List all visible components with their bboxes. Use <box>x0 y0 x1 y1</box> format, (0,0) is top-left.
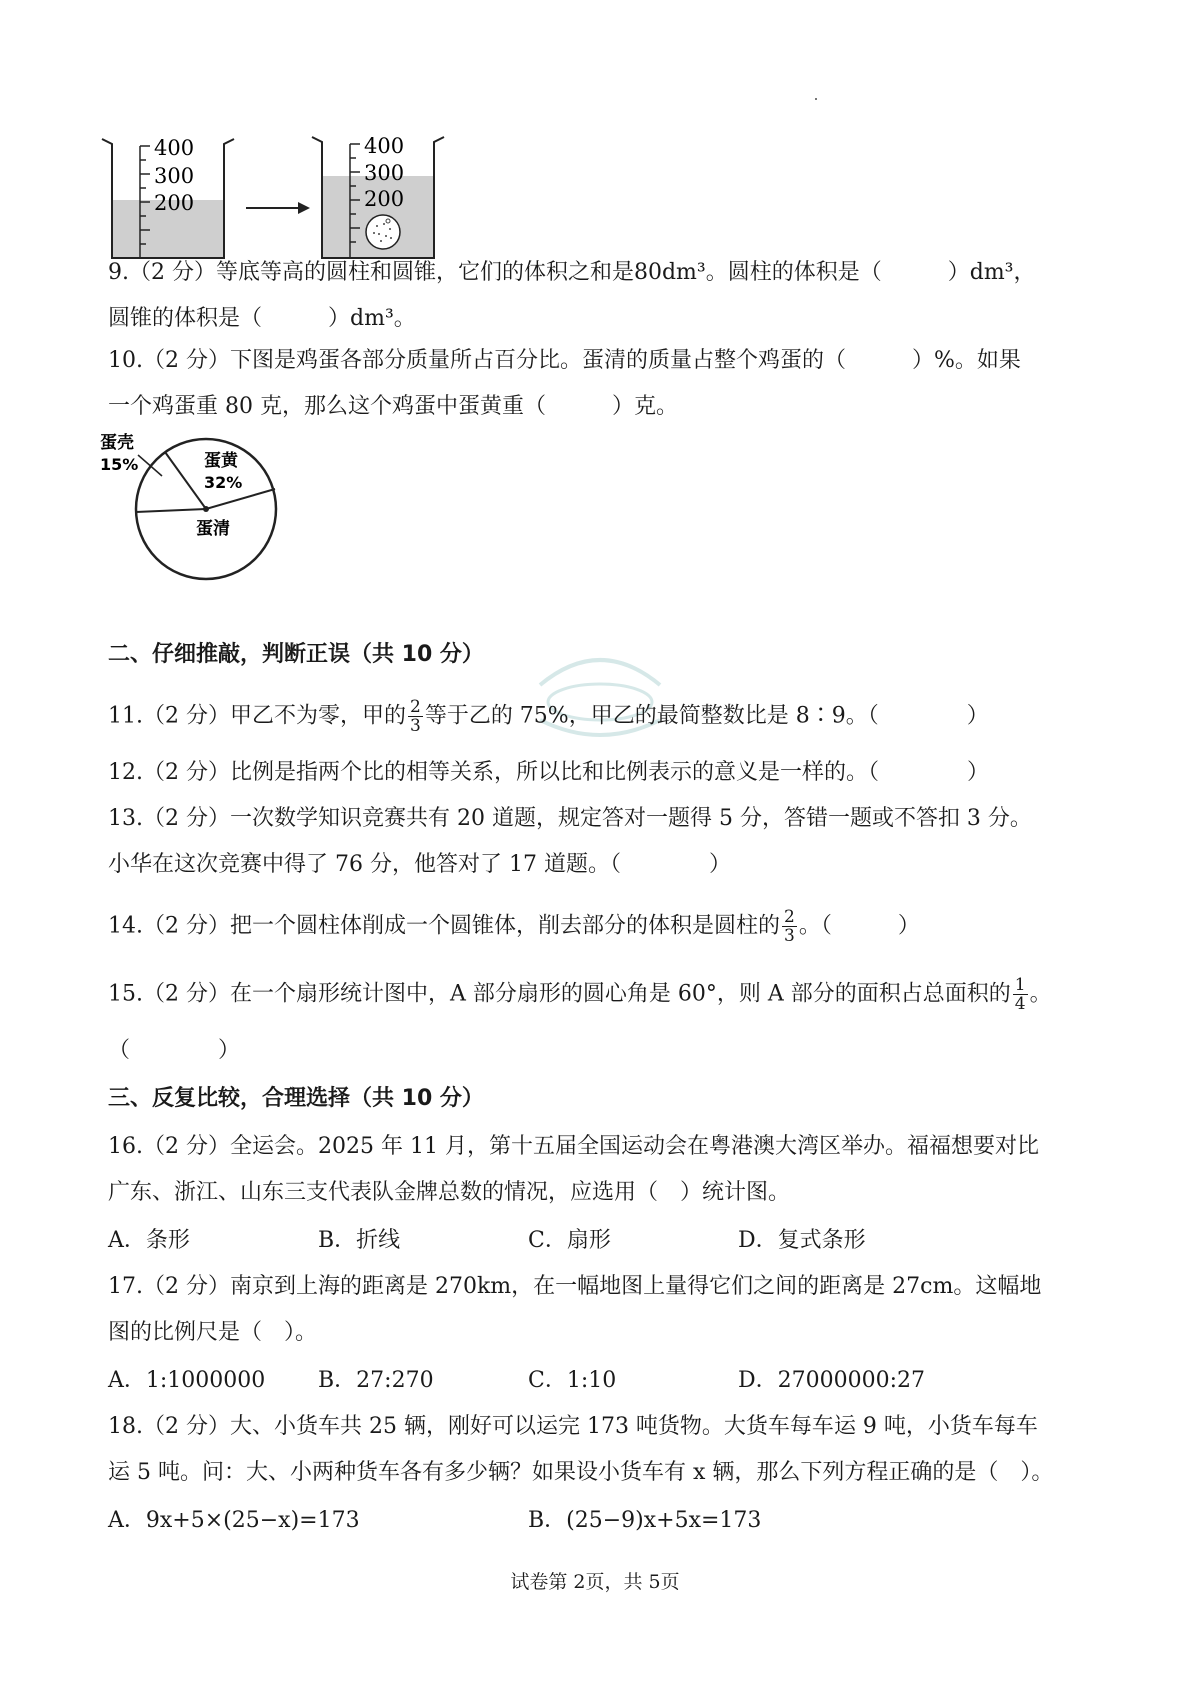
q15-pre: 15.（2 分）在一个扇形统计图中，A 部分扇形的圆心角是 60°，则 A 部分的面积占总面积的 <box>108 981 1011 1007</box>
pie-label-shell: 蛋壳 <box>100 433 134 453</box>
q17-line2: 图的比例尺是（ ）。 <box>108 1320 318 1345</box>
q16-option-d[interactable]: D．复式条形 <box>738 1228 866 1253</box>
q12-line1: 12.（2 分）比例是指两个比的相等关系，所以比和比例表示的意义是一样的。（ ） <box>108 760 989 785</box>
q11-pre: 11.（2 分）甲乙不为零，甲的 <box>108 703 406 729</box>
q11-line1 <box>108 698 989 735</box>
q9-line1: 9.（2 分）等底等高的圆柱和圆锥，它们的体积之和是80dm³。圆柱的体积是（ ）dm³， <box>108 260 1036 285</box>
right-beaker <box>312 134 444 258</box>
page-footer: 试卷第 2页，共 5页 <box>510 1571 680 1593</box>
q14-line1 <box>108 908 920 945</box>
q11-post: 等于乙的 75%，甲乙的最简整数比是 8∶9。（ ） <box>424 703 989 729</box>
q14-pre: 14.（2 分）把一个圆柱体削成一个圆锥体，削去部分的体积是圆柱的 <box>108 913 780 939</box>
q15-post: 。 <box>1029 981 1052 1007</box>
q14-fraction <box>782 908 797 945</box>
pie-pct-shell: 15% <box>100 455 139 474</box>
q17-option-a[interactable]: A．1:1000000 <box>108 1368 266 1393</box>
q15-fraction <box>1013 976 1028 1013</box>
left-tick-200: 200 <box>154 191 195 215</box>
q16-option-b[interactable]: B．折线 <box>318 1228 401 1253</box>
q11-frac-num: 2 <box>409 697 421 717</box>
q17-option-b[interactable]: B．27:270 <box>318 1368 434 1393</box>
q16-line1: 16.（2 分）全运会。2025 年 11 月，第十五届全国运动会在粤港澳大湾区举办。福福想要对比 <box>108 1134 1039 1159</box>
q15-line1 <box>108 976 1052 1013</box>
q14-frac-den: 3 <box>783 926 795 946</box>
q17-option-c[interactable]: C．1:10 <box>528 1368 617 1393</box>
q9-line2: 圆锥的体积是（ ）dm³。 <box>108 306 416 331</box>
egg-icon <box>366 215 400 249</box>
q15-frac-den: 4 <box>1014 994 1026 1014</box>
pie-center <box>203 506 209 512</box>
q16-option-a[interactable]: A．条形 <box>108 1228 190 1253</box>
pie-label-yolk: 蛋黄 <box>204 451 238 471</box>
q13-line2: 小华在这次竞赛中得了 76 分，他答对了 17 道题。（ ） <box>108 852 731 877</box>
egg-pie-chart <box>100 430 300 610</box>
left-tick-300: 300 <box>154 164 195 188</box>
q16-line2: 广东、浙江、山东三支代表队金牌总数的情况，应选用（ ）统计图。 <box>108 1180 791 1205</box>
section3-title: 三、反复比较，合理选择（共 10 分） <box>108 1086 484 1111</box>
q16-option-c[interactable]: C．扇形 <box>528 1228 611 1253</box>
left-beaker <box>102 136 234 258</box>
pie-label-white: 蛋清 <box>196 519 230 539</box>
q18-line1: 18.（2 分）大、小货车共 25 辆，刚好可以运完 173 吨货物。大货车每车运 9 吨，小货车每车 <box>108 1414 1038 1439</box>
q15-frac-num: 1 <box>1014 975 1026 995</box>
q14-post: 。（ ） <box>798 913 920 939</box>
left-tick-400: 400 <box>154 136 195 160</box>
right-tick-300: 300 <box>364 161 405 185</box>
q10-line1: 10.（2 分）下图是鸡蛋各部分质量所占百分比。蛋清的质量占整个鸡蛋的（ ）%。如果 <box>108 348 1021 373</box>
q17-line1: 17.（2 分）南京到上海的距离是 270km，在一幅地图上量得它们之间的距离是 27cm。这幅地 <box>108 1274 1042 1299</box>
right-tick-200: 200 <box>364 187 405 211</box>
q11-frac-den: 3 <box>409 716 421 736</box>
q14-frac-num: 2 <box>783 907 795 927</box>
q10-line2: 一个鸡蛋重 80 克，那么这个鸡蛋中蛋黄重（ ）克。 <box>108 394 678 419</box>
section2-title: 二、仔细推敲，判断正误（共 10 分） <box>108 642 484 667</box>
q18-option-b[interactable]: B．(25−9)x+5x=173 <box>528 1508 762 1533</box>
pie-pct-yolk: 32% <box>204 473 243 492</box>
arrow-icon <box>246 202 310 214</box>
q17-option-d[interactable]: D．27000000:27 <box>738 1368 926 1393</box>
stray-dot <box>815 98 817 100</box>
q11-fraction <box>408 698 423 735</box>
q13-line1: 13.（2 分）一次数学知识竞赛共有 20 道题，规定答对一题得 5 分，答错一题或不答扣 3 分。 <box>108 806 1032 831</box>
q18-option-a[interactable]: A．9x+5×(25−x)=173 <box>108 1508 360 1533</box>
q15-line2: （ ） <box>108 1038 241 1063</box>
right-tick-400: 400 <box>364 134 405 158</box>
beakers-figure <box>100 130 450 265</box>
q18-line2: 运 5 吨。问：大、小两种货车各有多少辆？如果设小货车有 x 辆，那么下列方程正确的是（ ）。 <box>108 1460 1054 1485</box>
